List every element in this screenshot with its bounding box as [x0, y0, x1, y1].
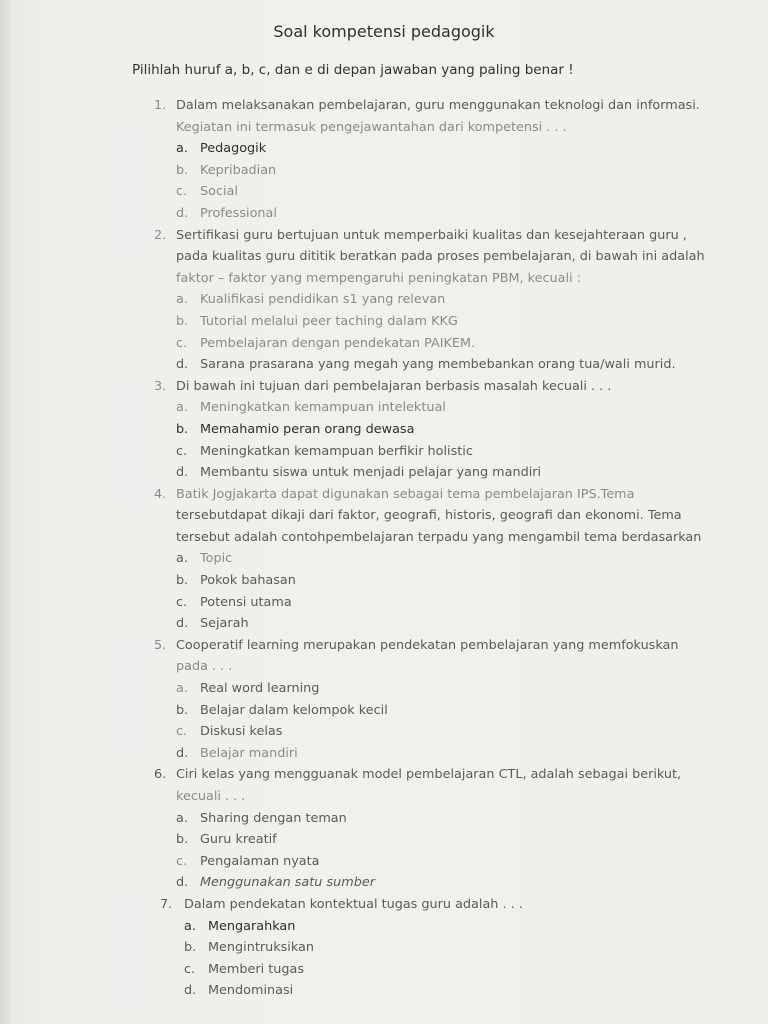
question-text: Sertifikasi guru bertujuan untuk memperbaiki kualitas dan kesejahteraan guru , [176, 227, 687, 243]
question-text: tersebutdapat dikaji dari faktor, geografi, historis, geografi dan ekonomi. Tema [176, 508, 682, 524]
option-text: Menggunakan satu sumber [200, 875, 375, 891]
question-text: Di bawah ini tujuan dari pembelajaran berbasis masalah kecuali . . . [176, 378, 612, 394]
option-text: Memberi tugas [208, 961, 305, 977]
option-letter: b. [176, 573, 189, 589]
option-letter: c. [176, 184, 188, 200]
option-letter: a. [184, 918, 196, 934]
question-6 [0, 764, 768, 894]
option-text: Mengintruksikan [208, 940, 314, 956]
option-text: Sejarah [200, 616, 249, 632]
question-text: Dalam pendekatan kontektual tugas guru adalah . . . [184, 896, 523, 912]
question-number: 2. [154, 227, 167, 243]
option-letter: c. [176, 443, 188, 459]
option-text: Pedagogik [200, 141, 267, 157]
option-text: Mengarahkan [208, 918, 296, 934]
question-number: 3. [154, 378, 167, 394]
option-text: Memahamio peran orang dewasa [200, 421, 415, 437]
instruction-text: Pilihlah huruf a, b, c, dan e di depan jawaban yang paling benar ! [132, 62, 574, 78]
option-text: Kepribadian [200, 162, 277, 178]
option-letter: b. [176, 162, 189, 178]
question-text: Batik Jogjakarta dapat digunakan sebagai tema pembelajaran IPS.Tema [176, 486, 635, 502]
option-letter: b. [176, 832, 189, 848]
question-text: Dalam melaksanakan pembelajaran, guru menggunakan teknologi dan informasi. [176, 98, 700, 113]
option-text: Potensi utama [200, 594, 292, 610]
question-4 [0, 484, 768, 635]
option-text: Sarana prasarana yang megah yang membebankan orang tua/wali murid. [200, 357, 676, 373]
question-list [0, 95, 768, 1002]
option-text: Meningkatkan kemampuan berfikir holistic [200, 443, 473, 459]
option-text: Sharing dengan teman [200, 810, 347, 826]
option-letter: a. [176, 400, 188, 416]
option-text: Meningkatkan kemampuan intelektual [200, 400, 446, 416]
option-letter: b. [176, 313, 189, 329]
option-text: Belajar dalam kelompok kecil [200, 702, 388, 718]
option-letter: a. [176, 551, 188, 567]
option-letter: d. [176, 745, 189, 761]
question-5 [0, 635, 768, 765]
question-number: 4. [154, 486, 167, 502]
option-text: Belajar mandiri [200, 745, 298, 761]
page-title: Soal kompetensi pedagogik [273, 22, 495, 41]
question-3 [0, 376, 768, 484]
option-text: Pokok bahasan [200, 573, 296, 589]
option-text: Pengalaman nyata [200, 853, 320, 869]
option-text: Mendominasi [208, 983, 294, 999]
option-text: Kualifikasi pendidikan s1 yang relevan [200, 292, 446, 308]
question-text: kecuali . . . [176, 789, 246, 804]
option-letter: a. [176, 681, 188, 697]
option-letter: c. [184, 961, 196, 977]
question-text: pada . . . [176, 659, 233, 675]
option-text: Pembelajaran dengan pendekatan PAIKEM. [200, 335, 476, 351]
option-letter: c. [176, 853, 188, 869]
option-text: Membantu siswa untuk menjadi pelajar yang mandiri [200, 465, 542, 481]
option-letter: b. [176, 702, 189, 718]
option-text: Guru kreatif [200, 832, 277, 848]
option-text: Topic [200, 551, 233, 567]
option-text: Tutorial melalui peer taching dalam KKG [200, 313, 458, 329]
question-2 [0, 225, 768, 376]
option-letter: d. [176, 205, 189, 221]
option-letter: a. [176, 292, 188, 308]
option-letter: d. [184, 983, 197, 999]
option-letter: b. [184, 940, 197, 956]
question-text: tersebut adalah contohpembelajaran terpadu yang mengambil tema berdasarkan [176, 529, 702, 545]
question-number: 6. [154, 767, 167, 783]
question-text: Cooperatif learning merupakan pendekatan pembelajaran yang memfokuskan [176, 637, 679, 653]
question-7 [0, 894, 768, 1002]
option-letter: c. [176, 335, 188, 351]
question-text: Kegiatan ini termasuk pengejawantahan dari kompetensi . . . [176, 119, 567, 135]
option-letter: d. [176, 465, 189, 481]
option-letter: d. [176, 616, 189, 632]
option-letter: c. [176, 724, 188, 740]
option-text: Social [200, 184, 238, 200]
question-text: faktor – faktor yang mempengaruhi peningkatan PBM, kecuali : [176, 270, 581, 286]
option-text: Diskusi kelas [200, 724, 283, 740]
option-letter: c. [176, 594, 188, 610]
option-letter: d. [176, 875, 189, 891]
question-text: Ciri kelas yang mengguanak model pembelajaran CTL, adalah sebagai berikut, [176, 767, 682, 783]
question-number: 5. [154, 637, 167, 653]
question-text: pada kualitas guru dititik beratkan pada proses pembelajaran, di bawah ini adalah [176, 249, 705, 265]
question-number: 7. [160, 896, 173, 912]
option-letter: a. [176, 141, 188, 157]
option-letter: d. [176, 357, 189, 373]
option-text: Real word learning [200, 681, 320, 697]
option-letter: b. [176, 421, 189, 437]
question-1 [0, 95, 768, 225]
question-number: 1. [154, 98, 167, 113]
option-text: Professional [200, 205, 277, 221]
option-letter: a. [176, 810, 188, 826]
